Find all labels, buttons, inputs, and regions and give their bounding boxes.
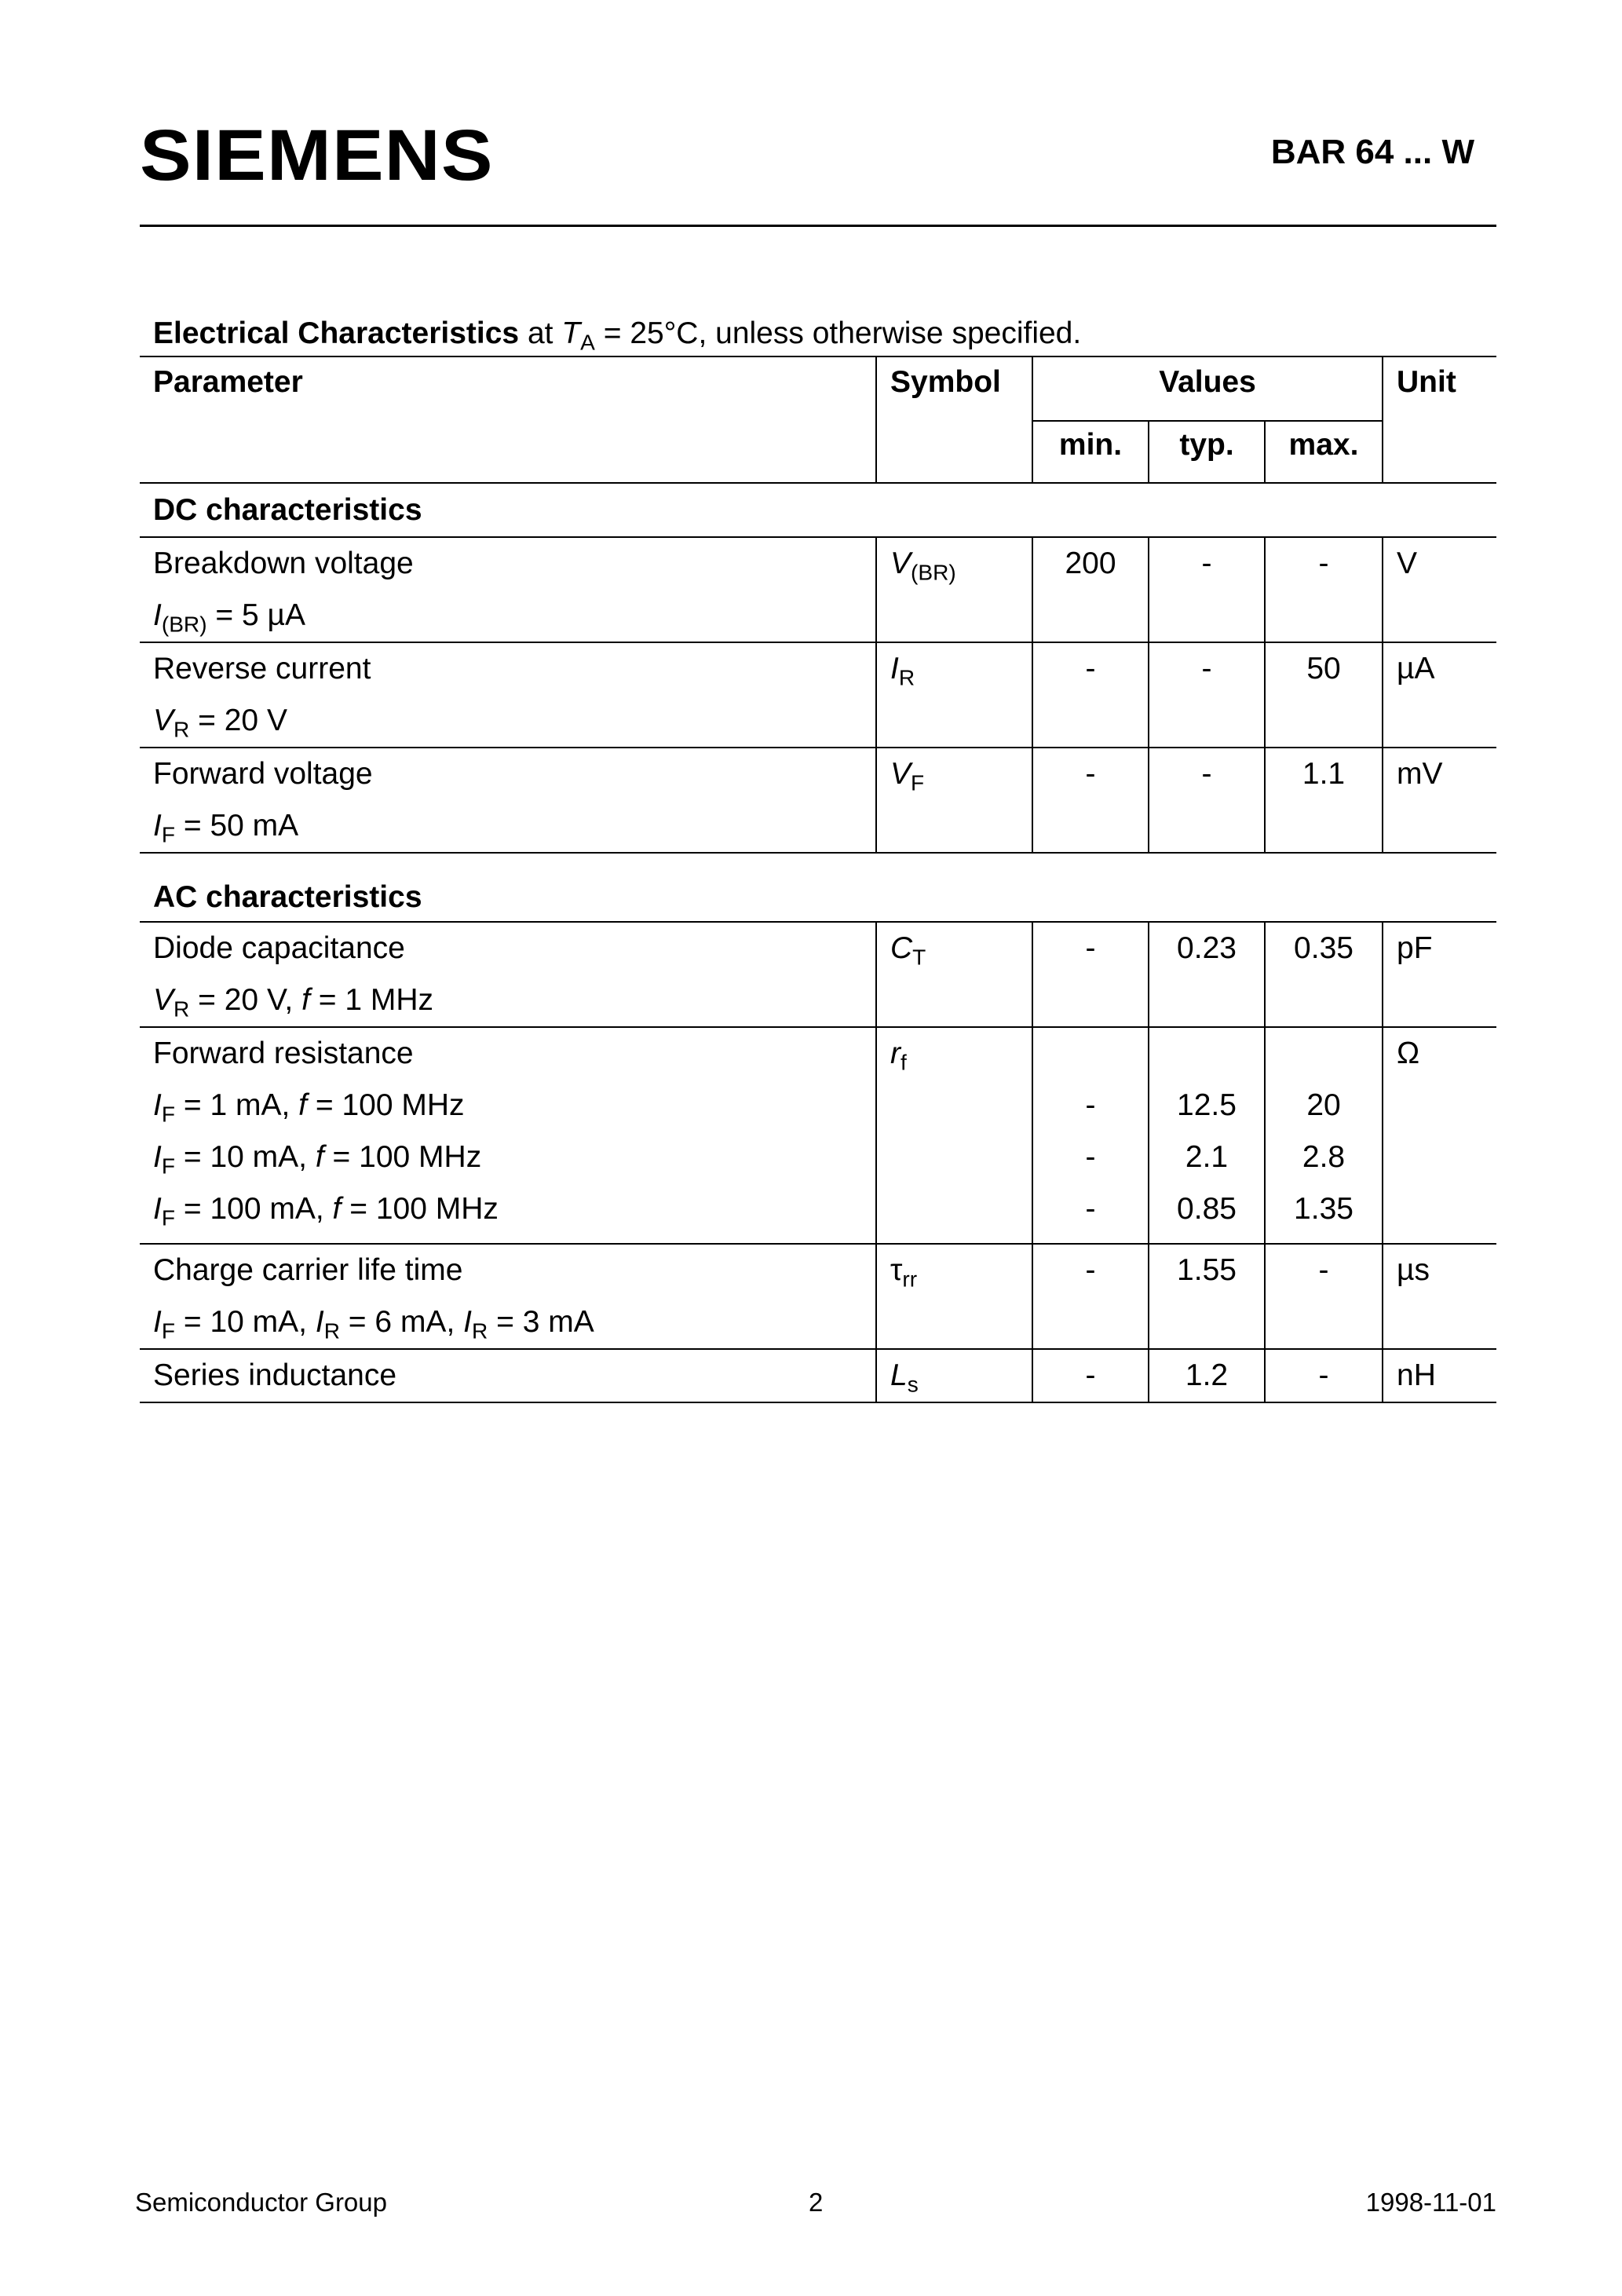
value-min: - - -: [1032, 1027, 1149, 1244]
symbol-forward-voltage: $V_F$: [876, 748, 1032, 853]
ac-section-row: [140, 853, 1496, 922]
param-name: Charge carrier life time: [153, 1253, 463, 1287]
param-name: Forward voltage: [153, 757, 373, 791]
symbol-inductance: $L_s$: [876, 1349, 1032, 1402]
heading-temp-sub: A: [580, 330, 595, 355]
value-typ: -: [1149, 748, 1265, 853]
value-unit: µA: [1383, 642, 1496, 748]
table-row: [140, 1349, 1496, 1402]
value-typ: 1.55: [1149, 1244, 1265, 1349]
value-unit: mV: [1383, 748, 1496, 853]
param-capacitance: [140, 922, 876, 1027]
param-name: Reverse current: [153, 652, 371, 686]
param-lifetime: [140, 1244, 876, 1349]
header-typ: typ.: [1149, 421, 1265, 483]
footer-date: 1998-11-01: [1365, 2188, 1496, 2217]
heading-temp-symbol: T: [561, 316, 581, 350]
value-unit: V: [1383, 537, 1496, 642]
table-row: [140, 1027, 1496, 1244]
param-condition: $I_F = 10$ mA, f = 100 MHz: [153, 1140, 482, 1179]
symbol-capacitance: $C_T$: [876, 922, 1032, 1027]
value-max: -: [1265, 1244, 1383, 1349]
table-row: [140, 1244, 1496, 1349]
value-max: 50: [1265, 642, 1383, 748]
electrical-characteristics-table: [140, 356, 1496, 1403]
table-row: [140, 537, 1496, 642]
value-unit: µs: [1383, 1244, 1496, 1349]
param-condition: $I_F = 1$ mA, f = 100 MHz: [153, 1088, 465, 1127]
value-min: -: [1032, 642, 1149, 748]
value-min: -: [1032, 748, 1149, 853]
value-max: 0.35: [1265, 922, 1383, 1027]
param-forward-voltage: [140, 748, 876, 853]
ac-section-title: AC characteristics: [140, 853, 1496, 922]
table-row: [140, 642, 1496, 748]
heading-at: at: [519, 316, 562, 350]
header-values: Values: [1032, 356, 1383, 421]
symbol-breakdown: $V_{(BR)}$: [876, 537, 1032, 642]
param-reverse: [140, 642, 876, 748]
header-unit: Unit: [1383, 356, 1496, 483]
part-number: BAR 64 ... W: [1270, 133, 1474, 171]
value-max: -: [1265, 1349, 1383, 1402]
param-condition: $I_F = 10$ mA, $I_R = 6$ mA, $I_R = 3$ mA: [153, 1305, 594, 1344]
header-max: max.: [1265, 421, 1383, 483]
footer-company: Semiconductor Group: [135, 2188, 387, 2217]
value-typ: 1.2: [1149, 1349, 1265, 1402]
value-typ: -: [1149, 537, 1265, 642]
table-heading: [153, 316, 1081, 353]
dc-section-row: [140, 483, 1496, 537]
header-parameter: Parameter: [140, 356, 876, 483]
value-unit: Ω: [1383, 1027, 1496, 1244]
footer-page-number: 2: [809, 2188, 824, 2217]
table-header-row: [140, 356, 1496, 421]
header-divider: [140, 225, 1496, 227]
param-resistance: [140, 1027, 876, 1244]
param-condition: $I_{(BR)} = 5$ µA: [153, 598, 306, 637]
param-condition: $V_R = 20$ V: [153, 704, 287, 742]
value-min: 200: [1032, 537, 1149, 642]
table-row: [140, 748, 1496, 853]
header-min: min.: [1032, 421, 1149, 483]
param-name: Forward resistance: [153, 1036, 414, 1070]
param-condition: $I_F = 50$ mA: [153, 809, 299, 847]
siemens-logo: SIEMENS: [140, 115, 494, 196]
param-condition: $V_R = 20$ V, f = 1 MHz: [153, 983, 434, 1022]
param-condition: $I_F = 100$ mA, f = 100 MHz: [153, 1192, 499, 1230]
symbol-lifetime: $\tau_{rr}$: [876, 1244, 1032, 1349]
symbol-resistance: $r_f$: [876, 1027, 1032, 1244]
value-unit: nH: [1383, 1349, 1496, 1402]
param-name: Breakdown voltage: [153, 547, 414, 580]
value-min: -: [1032, 922, 1149, 1027]
value-typ: 12.5 2.1 0.85: [1149, 1027, 1265, 1244]
symbol-reverse: $I_R$: [876, 642, 1032, 748]
param-name: Series inductance: [153, 1358, 397, 1392]
table-row: [140, 922, 1496, 1027]
value-min: -: [1032, 1349, 1149, 1402]
value-min: -: [1032, 1244, 1149, 1349]
param-breakdown: [140, 537, 876, 642]
header-symbol: Symbol: [876, 356, 1032, 483]
value-typ: 0.23: [1149, 922, 1265, 1027]
heading-title: Electrical Characteristics: [153, 316, 520, 350]
value-typ: -: [1149, 642, 1265, 748]
dc-section-title: DC characteristics: [140, 483, 1496, 537]
value-max: 1.1: [1265, 748, 1383, 853]
param-name: Diode capacitance: [153, 931, 405, 965]
param-inductance: [140, 1349, 876, 1402]
heading-condition: = 25°C, unless otherwise specified.: [594, 316, 1082, 350]
value-max: 20 2.8 1.35: [1265, 1027, 1383, 1244]
value-unit: pF: [1383, 922, 1496, 1027]
value-max: -: [1265, 537, 1383, 642]
